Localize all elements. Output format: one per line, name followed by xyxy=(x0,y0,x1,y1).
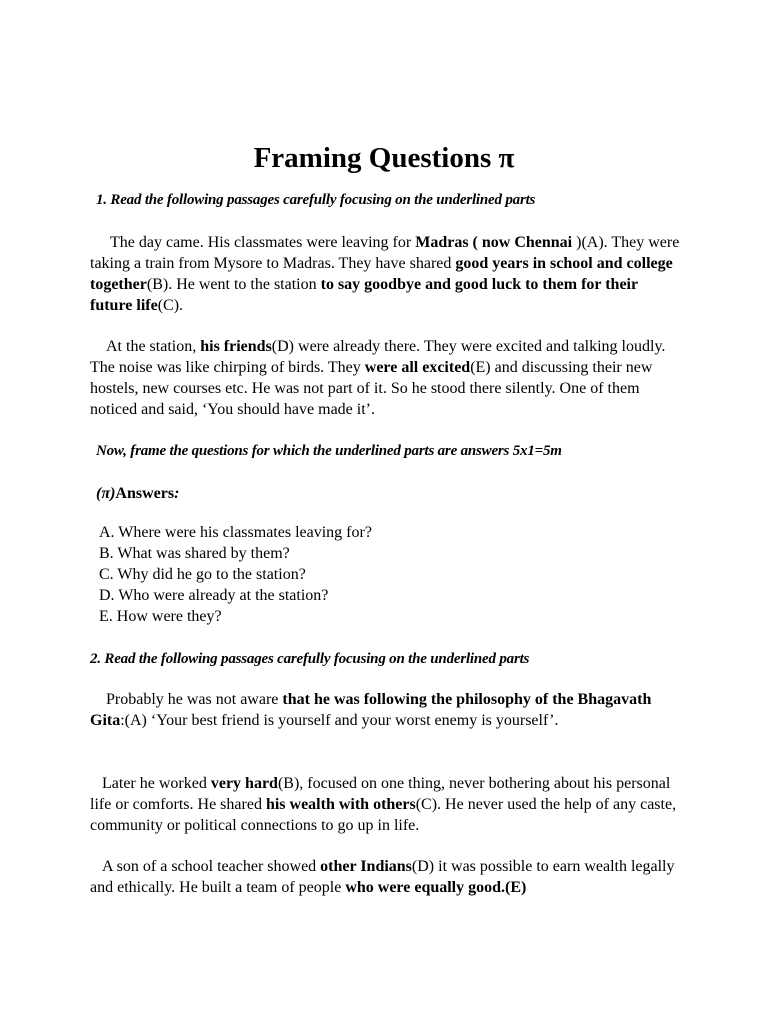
answer-item: B. What was shared by them? xyxy=(99,545,290,562)
answer-item: C. Why did he go to the station? xyxy=(99,566,306,583)
section2-paragraph-2 xyxy=(90,773,680,836)
answer-item: A. Where were his classmates leaving for? xyxy=(99,524,372,541)
text-run: A son of a school teacher showed xyxy=(90,858,321,875)
answer-item: E. How were they? xyxy=(99,608,222,625)
section1-paragraph-1 xyxy=(90,232,684,316)
section1-instruction: Now, frame the questions for which the underlined parts are answers 5x1=5m xyxy=(96,443,562,459)
text-run: (B). He went to the station xyxy=(146,276,321,293)
answers-heading xyxy=(96,483,179,504)
answers-list xyxy=(99,522,372,627)
bold-text-run: were all excited xyxy=(364,359,471,376)
text-run: )(A). They were taking a train from Mysore to Madras. They have shared xyxy=(90,234,684,272)
text-run: (C). He never used the help of any caste, community or political connections to go up in life. xyxy=(90,796,681,834)
section2-paragraph-1 xyxy=(90,689,680,731)
bold-text-run: good years in school and college together xyxy=(90,255,677,293)
section2-heading: 2. Read the following passages carefully focusing on the underlined parts xyxy=(90,651,530,667)
bold-text-run: his friends xyxy=(200,338,272,355)
text-run: :(A) ‘Your best friend is yourself and your worst enemy is yourself’. xyxy=(120,712,559,729)
text-run: Later he worked xyxy=(90,775,211,792)
section2-paragraph-3 xyxy=(90,856,680,898)
answers-colon: : xyxy=(174,485,180,502)
answers-prefix: (π) xyxy=(96,485,116,502)
bold-text-run: who were equally good.(E) xyxy=(345,879,527,896)
section1-heading: 1. Read the following passages carefully focusing on the underlined parts xyxy=(96,192,536,208)
answer-item: D. Who were already at the station? xyxy=(99,587,329,604)
bold-text-run: other Indians xyxy=(320,858,412,875)
bold-text-run: his wealth with others xyxy=(265,796,416,813)
text-run: (B), focused on one thing, never bothering about his personal life or comforts. He shared xyxy=(90,775,675,813)
text-run: Probably he was not aware xyxy=(90,691,283,708)
bold-text-run: that he was following the philosophy of the Bhagavath Gita xyxy=(90,691,656,729)
text-run: (C). xyxy=(157,297,184,314)
section1-paragraph-2 xyxy=(90,336,680,420)
text-run: (D) were already there. They were excited and talking loudly. The noise was like chirping of birds. They xyxy=(90,338,670,376)
text-run: The day came. His classmates were leaving for xyxy=(90,234,416,251)
page-title: Framing Questions π xyxy=(253,142,515,174)
answers-label: Answers xyxy=(115,485,175,502)
bold-text-run: very hard xyxy=(210,775,278,792)
text-run: At the station, xyxy=(90,338,201,355)
bold-text-run: Madras ( now Chennai xyxy=(415,234,577,251)
text-run: (D) it was possible to earn wealth legally and ethically. He built a team of people xyxy=(90,858,679,896)
bold-text-run: to say goodbye and good luck to them for their future life xyxy=(90,276,642,314)
text-run: (E) and discussing their new hostels, new courses etc. He was not part of it. So he stood there silently. One of them noticed and said, ‘You should have made it’. xyxy=(90,359,657,418)
